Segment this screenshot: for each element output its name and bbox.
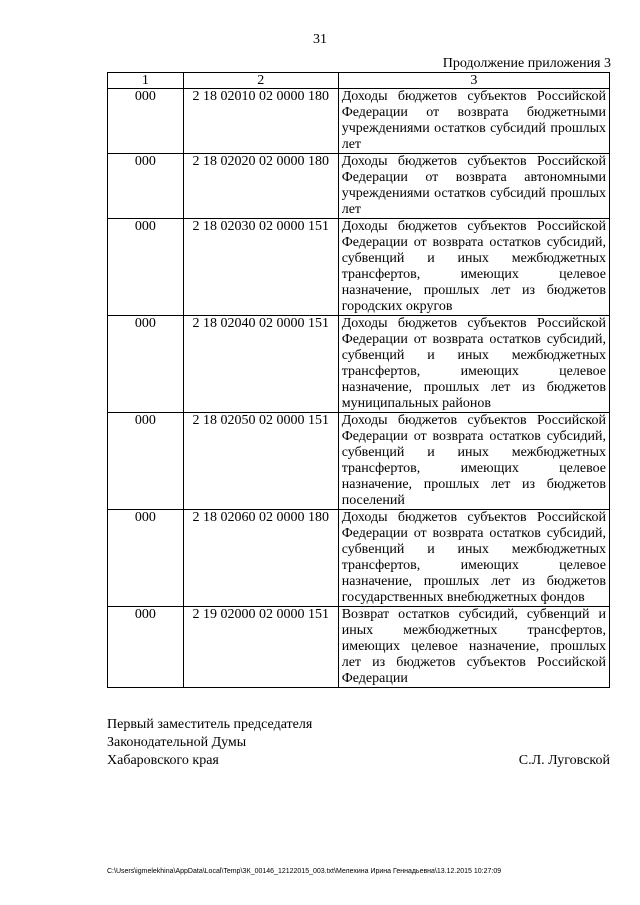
table-row [108,316,610,413]
budget-classification-table [107,72,610,688]
budget-code-cell: 2 18 02050 02 0000 151 [183,413,338,510]
continuation-label: Продолжение приложения 3 [442,56,611,71]
revenue-name-cell: Доходы бюджетов субъектов Российской Федерации от возврата остатков субсидий, субвенций и иных межбюджетных трансфертов, имеющих целевое назначение, прошлых лет из бюджетов государственных внебюджетных фондов [338,510,609,607]
signatory-title-line-2: Законодательной Думы [107,735,247,750]
footer-file-path: C:\Users\igmelekhina\AppData\Local\Temp\ЗК_00146_12122015_003.txt\Мелехина Ирина Геннадьевна\13.12.2015 10:27:09 [107,868,502,875]
column-header-1: 1 [108,73,184,89]
admin-code-cell: 000 [108,510,184,607]
table-row [108,219,610,316]
budget-code-cell: 2 18 02060 02 0000 180 [183,510,338,607]
table-row [108,413,610,510]
table-row [108,154,610,219]
budget-code-cell: 2 18 02020 02 0000 180 [183,154,338,219]
signature-block [107,716,610,770]
signatory-title-line-3: Хабаровского края [107,753,219,768]
admin-code-cell: 000 [108,219,184,316]
table-row [108,607,610,688]
revenue-name-cell: Доходы бюджетов субъектов Российской Федерации от возврата остатков субсидий, субвенций и иных межбюджетных трансфертов, имеющих целевое назначение, прошлых лет из бюджетов городских округов [338,219,609,316]
revenue-name-cell: Доходы бюджетов субъектов Российской Федерации от возврата остатков субсидий, субвенций и иных межбюджетных трансфертов, имеющих целевое назначение, прошлых лет из бюджетов муниципальных районов [338,316,609,413]
admin-code-cell: 000 [108,607,184,688]
budget-code-cell: 2 18 02040 02 0000 151 [183,316,338,413]
table-header-row [108,73,610,89]
table-row [108,89,610,154]
revenue-name-cell: Возврат остатков субсидий, субвенций и иных межбюджетных трансфертов, имеющих целевое назначение, прошлых лет из бюджетов субъектов Российской Федерации [338,607,609,688]
table-row [108,510,610,607]
budget-code-cell: 2 18 02030 02 0000 151 [183,219,338,316]
column-header-3: 3 [338,73,609,89]
admin-code-cell: 000 [108,89,184,154]
signatory-name: С.Л. Луговской [518,753,610,768]
page-number: 31 [313,32,327,47]
signatory-title-line-1: Первый заместитель председателя [107,717,313,732]
column-header-2: 2 [183,73,338,89]
revenue-name-cell: Доходы бюджетов субъектов Российской Федерации от возврата остатков субсидий, субвенций и иных межбюджетных трансфертов, имеющих целевое назначение, прошлых лет из бюджетов поселений [338,413,609,510]
budget-code-cell: 2 18 02010 02 0000 180 [183,89,338,154]
revenue-name-cell: Доходы бюджетов субъектов Российской Федерации от возврата бюджетными учреждениями остатков субсидий прошлых лет [338,89,609,154]
admin-code-cell: 000 [108,154,184,219]
admin-code-cell: 000 [108,413,184,510]
budget-code-cell: 2 19 02000 02 0000 151 [183,607,338,688]
revenue-name-cell: Доходы бюджетов субъектов Российской Федерации от возврата автономными учреждениями остатков субсидий прошлых лет [338,154,609,219]
admin-code-cell: 000 [108,316,184,413]
